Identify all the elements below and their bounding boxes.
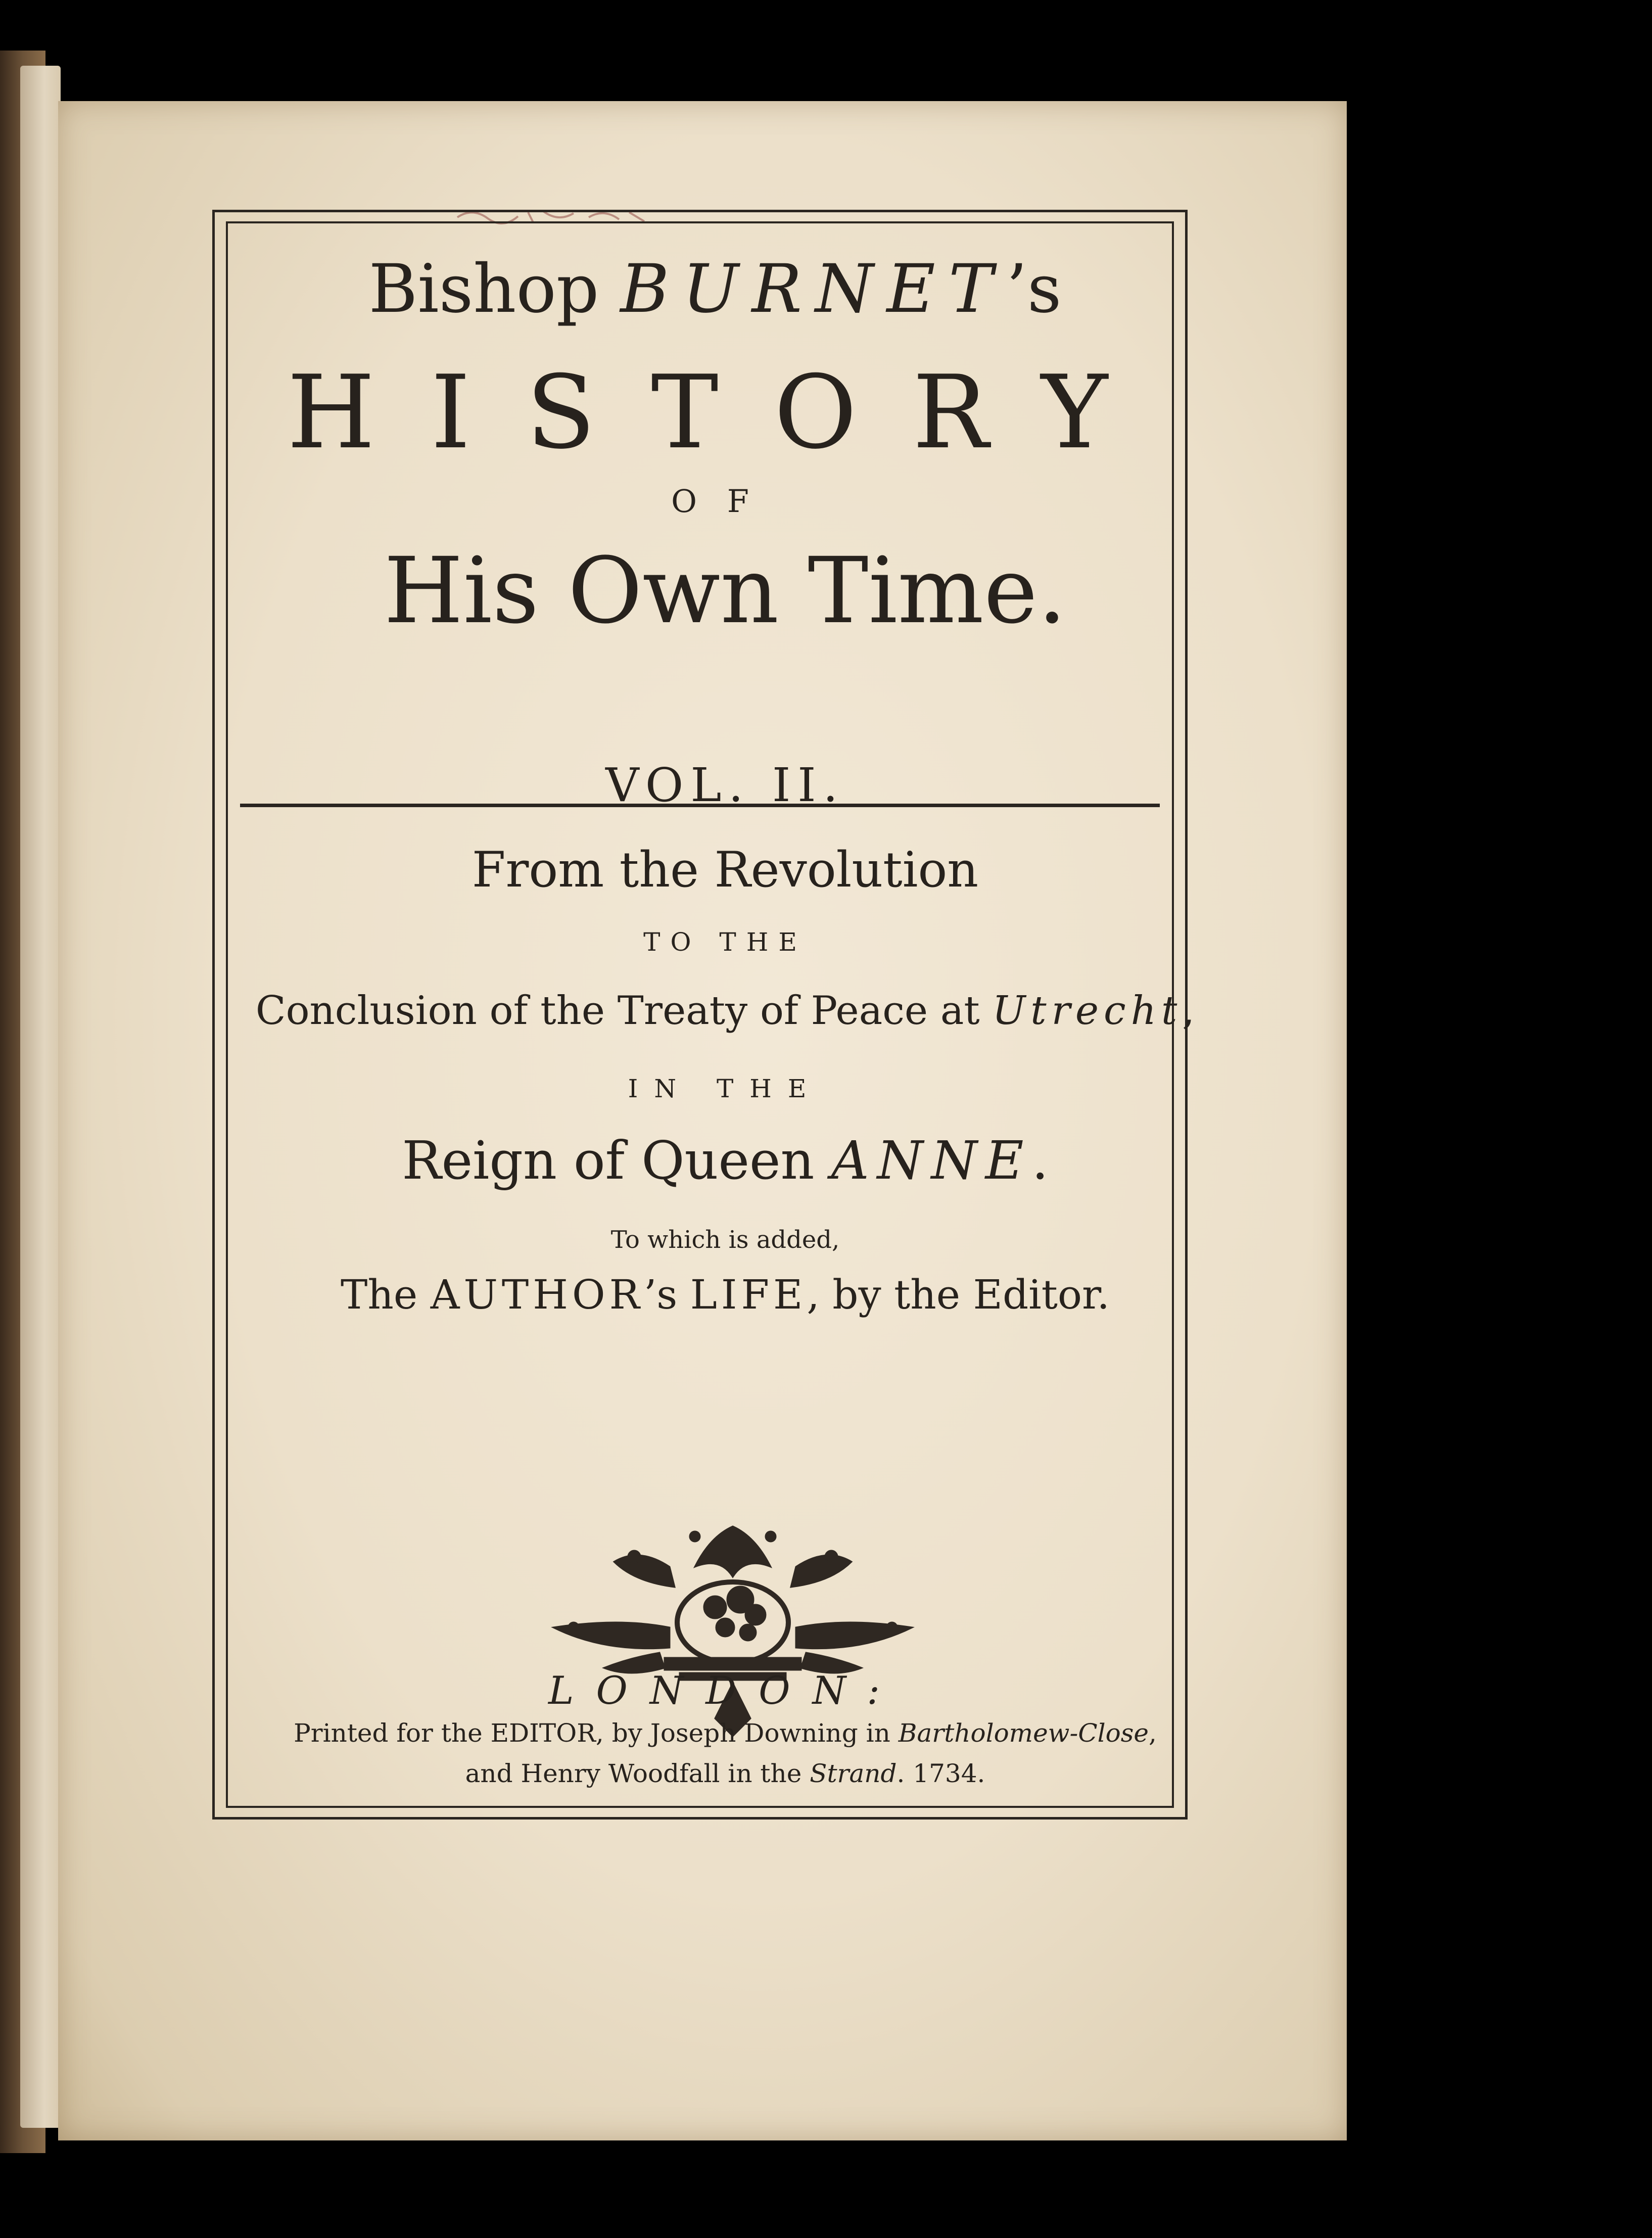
title-bishop-suffix: ’s [1006,250,1062,328]
title-his-own-time: His Own Time. [384,538,1067,644]
place-utrecht: Utrecht [992,988,1183,1034]
imprint-printed-text: Printed for the EDITOR, by Joseph Downing in [294,1718,899,1748]
life-word: LIFE [690,1271,807,1318]
subtitle-conclusion [152,988,1299,1034]
subtitle-in-the: IN THE [628,1074,823,1103]
imprint-and-woodfall [152,1759,1299,1788]
imprint-city: LONDON: [548,1668,902,1713]
volume-number: VOL. II. [605,758,845,812]
conclusion-text: Conclusion of the Treaty of Peace at [255,988,993,1034]
subtitle-reign [152,1130,1299,1191]
subtitle-author-life [152,1271,1299,1318]
queen-name: ANNE [831,1130,1032,1191]
title-author-name: BURNET [620,250,1006,328]
imprint-printed-for [152,1718,1299,1748]
conclusion-comma: , [1182,988,1195,1034]
title-line-bishop [147,250,1284,328]
subtitle-from-revolution: From the Revolution [471,842,979,898]
life-by-editor: , by the Editor. [807,1271,1110,1318]
left-page-edge [20,66,61,2128]
subtitle-to-which-added: To which is added, [610,1226,840,1254]
title-of: OF [671,483,779,520]
subtitle-to-the: TO THE [643,927,807,957]
title-history: HISTORY [287,354,1164,472]
imprint-strand: Strand [810,1759,897,1788]
imprint-year: . 1734. [896,1759,985,1788]
reign-period: . [1031,1130,1049,1191]
imprint-comma: , [1148,1718,1157,1748]
title-bishop-prefix: Bishop [368,250,621,328]
life-author: AUTHOR [430,1271,644,1318]
imprint-bartholomew-close: Bartholomew-Close [898,1718,1149,1748]
life-the: The [341,1271,431,1318]
life-possessive: ’s [643,1271,690,1318]
imprint-woodfall-text: and Henry Woodfall in the [465,1759,810,1788]
reign-text: Reign of Queen [402,1130,831,1191]
